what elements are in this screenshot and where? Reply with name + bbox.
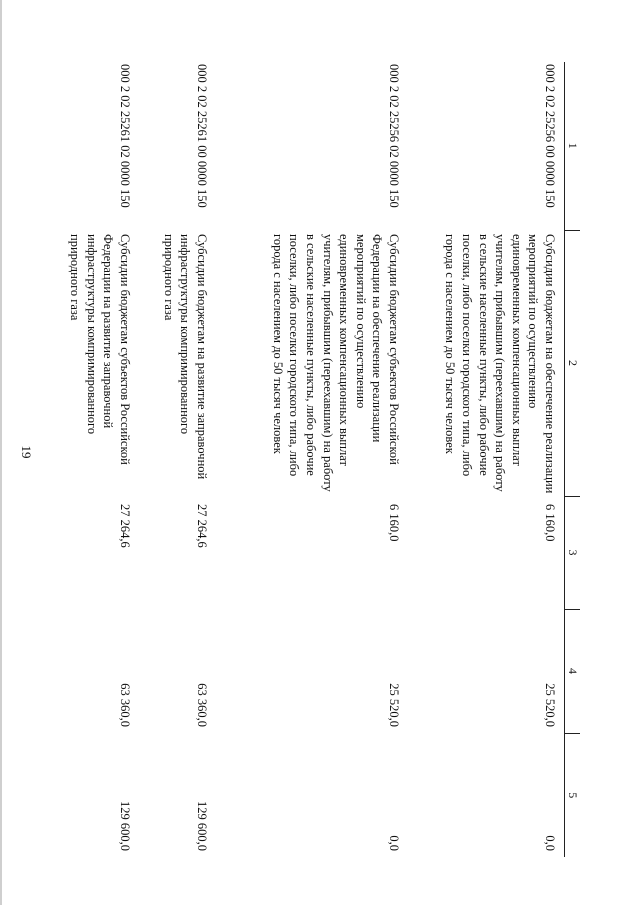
budget-code: 000 2 02 25256 00 0000 150 bbox=[543, 64, 557, 208]
col4-value: 63 360,0 bbox=[118, 683, 132, 727]
col4-value: 63 360,0 bbox=[195, 683, 209, 727]
header-col-5: 5 bbox=[565, 733, 581, 857]
col4-value: 25 520,0 bbox=[387, 683, 401, 727]
col5-value: 129 600,0 bbox=[195, 801, 209, 851]
row-description: Субсидии бюджетам на обеспечение реализации мероприятий по осуществлению единовременных компенсационных выплат учителям, прибывшим (переехавшим) на работу в сельские населенные пункты, либо рабочие поселки, либо поселки городского типа, либо города с населением до 50 тысяч человек bbox=[443, 234, 557, 494]
table-row bbox=[408, 62, 565, 857]
header-row bbox=[565, 62, 581, 857]
header-col-4: 4 bbox=[565, 609, 581, 733]
row-description: Субсидии бюджетам субъектов Российской Федерации на развитие заправочной инфраструктуры компримированного природного газа bbox=[68, 234, 132, 465]
table-header bbox=[565, 62, 581, 857]
table-row bbox=[139, 62, 216, 857]
col3-value: 6 160,0 bbox=[543, 504, 557, 542]
row-description: Субсидии бюджетам субъектов Российской Федерации на обеспечение реализации мероприятий по осуществлению единовременных компенсационных выплат учителям, прибывшим (переехавшим) на работу в сельские населенные пункты, либо рабочие поселки, либо поселки городского типа, либо города с населением до 50 тысяч человек bbox=[270, 234, 401, 492]
col3-value: 6 160,0 bbox=[387, 504, 401, 542]
table-body bbox=[38, 62, 565, 857]
table-row bbox=[216, 62, 408, 857]
col5-value: 0,0 bbox=[543, 835, 557, 851]
budget-table bbox=[38, 62, 580, 857]
budget-code: 000 2 02 25256 02 0000 150 bbox=[387, 64, 401, 208]
page-number: 19 bbox=[19, 445, 34, 459]
col4-value: 25 520,0 bbox=[543, 683, 557, 727]
header-col-2: 2 bbox=[565, 230, 581, 496]
header-col-3: 3 bbox=[565, 496, 581, 609]
table-row bbox=[38, 62, 139, 857]
scan-edge bbox=[0, 0, 2, 905]
col3-value: 27 264,6 bbox=[195, 504, 209, 548]
header-col-1: 1 bbox=[565, 62, 581, 230]
table-container bbox=[58, 62, 580, 857]
budget-code: 000 2 02 25261 00 0000 150 bbox=[195, 64, 209, 208]
col5-value: 0,0 bbox=[387, 835, 401, 851]
budget-code: 000 2 02 25261 02 0000 150 bbox=[118, 64, 132, 208]
col3-value: 27 264,6 bbox=[118, 504, 132, 548]
col5-value: 129 600,0 bbox=[118, 801, 132, 851]
row-description: Субсидии бюджетам на развитие заправочной инфраструктуры компримированного природного газа bbox=[161, 234, 209, 480]
